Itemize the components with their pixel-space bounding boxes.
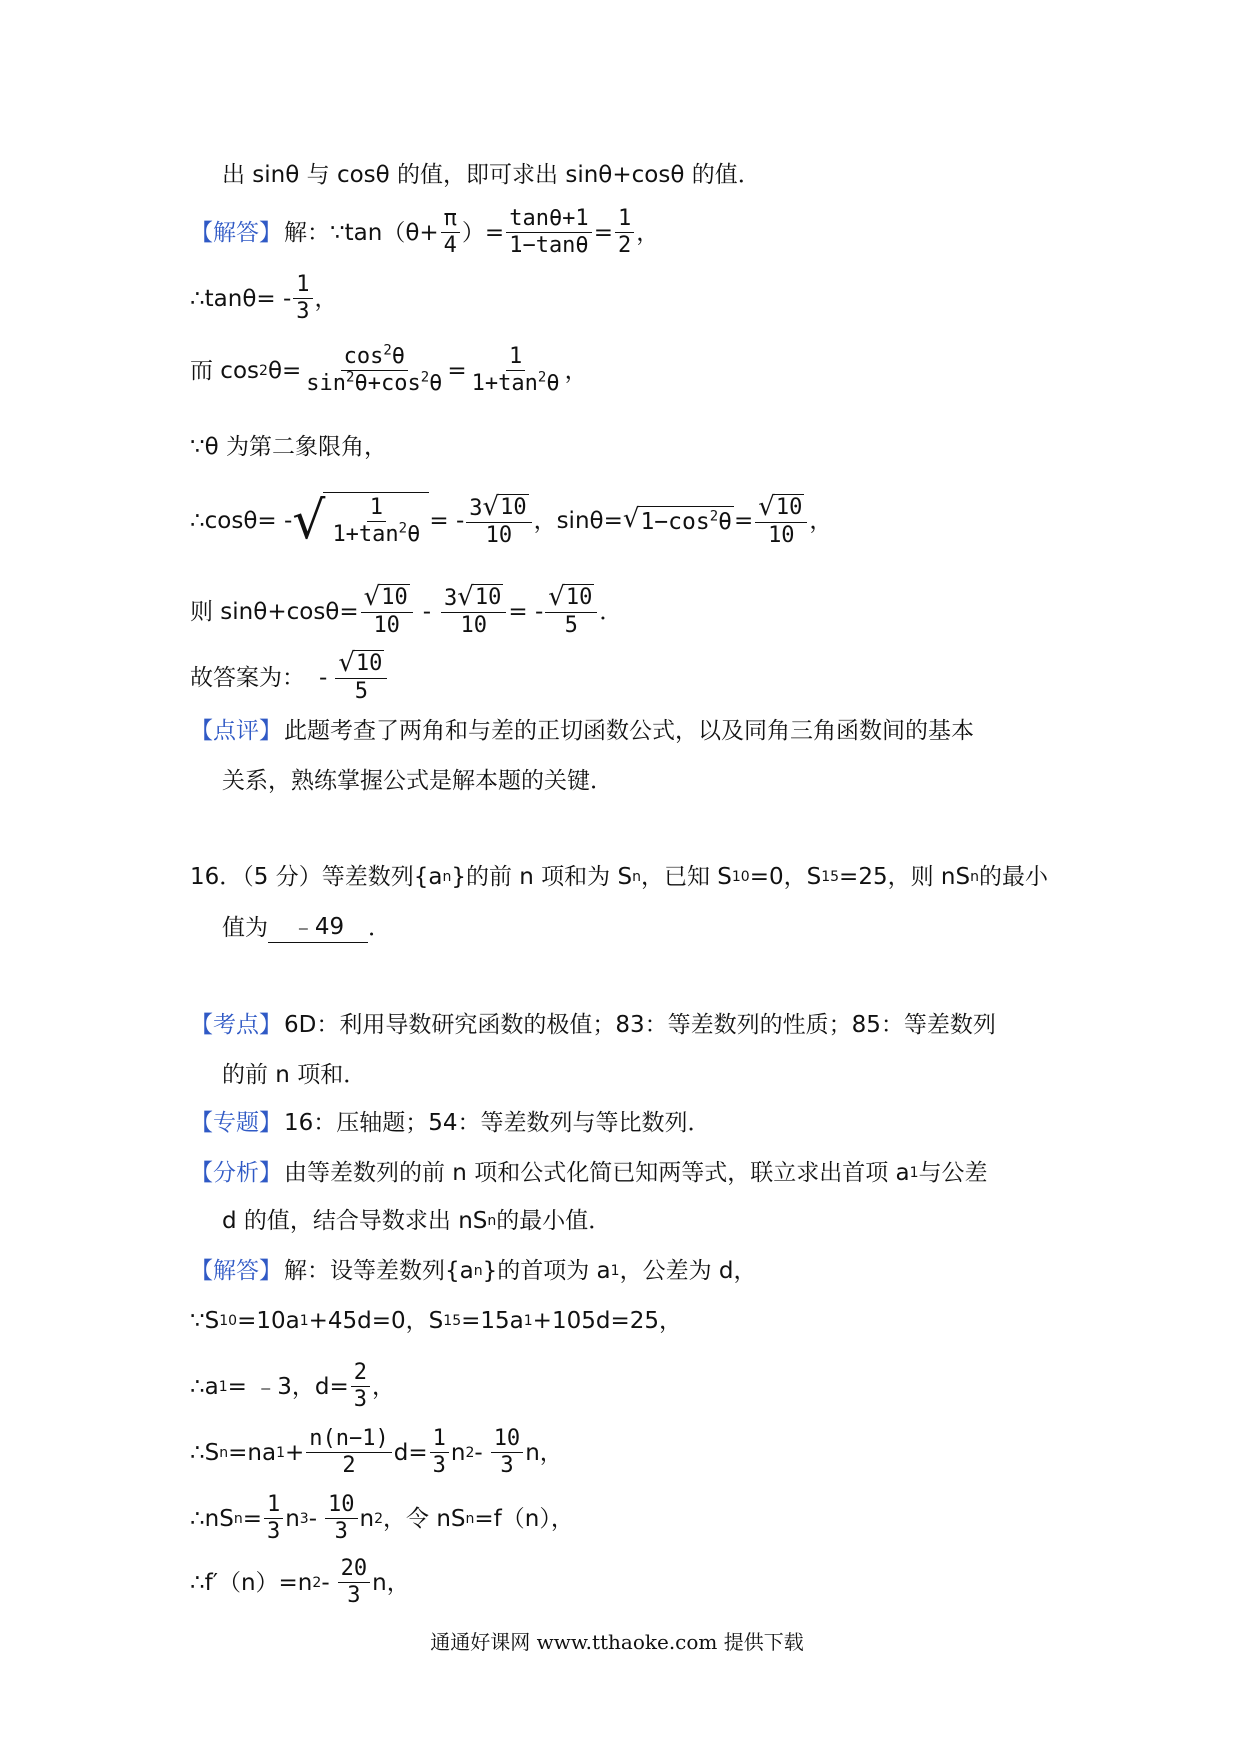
comment-line-1 xyxy=(190,716,974,746)
q16-2-end: ． xyxy=(368,914,391,941)
cos-frac-den xyxy=(303,371,445,397)
eq1-end: ， xyxy=(636,219,660,246)
step-3-line: ∴S n =na 1 + $\frac{n(n-1)}{2}$ d= $\frac{1}{3}$ n 2 - $\frac{10}{3}$ n， xyxy=(190,1426,563,1478)
cos-num-a: cos xyxy=(343,344,384,369)
l6-c-num xyxy=(545,584,597,613)
tan-frac-num: tanθ+1 xyxy=(506,206,591,233)
s4-c: n xyxy=(285,1505,300,1532)
kaodian-tag: 【考点】 xyxy=(190,1012,282,1038)
cos-value-rad: 10 xyxy=(500,494,527,520)
radical-icon: √ xyxy=(292,491,326,551)
jieda-line: 【解答】 解：设等差数列{a n }的首项为 a 1 ，公差为 d， xyxy=(190,1258,757,1284)
sqrt-inner-den-sup: 2 xyxy=(398,520,408,537)
cos-fraction xyxy=(303,344,445,397)
tan-frac-den: 1−tanθ xyxy=(509,233,589,258)
s4-d: n xyxy=(359,1505,375,1532)
d-den: 3 xyxy=(353,1387,367,1412)
third-fraction xyxy=(293,272,312,325)
cos-den-b-sup: 2 xyxy=(420,369,430,386)
s3-d: n xyxy=(450,1439,466,1466)
s4-frac1 xyxy=(264,1492,283,1545)
s5-frac xyxy=(338,1556,371,1609)
fenxi-1a: 由等差数列的前 n 项和公式化简已知两等式，联立求出首项 a xyxy=(284,1160,910,1186)
jieda-c: ，公差为 d， xyxy=(619,1258,757,1284)
cos-den-a: sin xyxy=(306,371,347,396)
l6-b-fraction xyxy=(441,584,506,639)
analysis-tail-text: 出 sinθ 与 cosθ 的值，即可求出 sinθ+cosθ 的值． xyxy=(222,162,761,188)
s1-a: ∵S xyxy=(190,1308,220,1334)
final-num xyxy=(335,650,387,679)
final-rad: 10 xyxy=(355,651,383,676)
l6-a-fraction xyxy=(361,584,413,639)
line3-start: 而 cos xyxy=(190,357,260,384)
s3-frac2 xyxy=(430,1426,449,1479)
pi-num: π xyxy=(441,206,460,233)
sqrt-inner-den xyxy=(329,522,423,548)
kaodian-line-1 xyxy=(190,1010,996,1040)
radical-icon: √ xyxy=(457,582,474,612)
tan-fraction xyxy=(506,206,591,259)
l6-b-den: 10 xyxy=(460,613,487,638)
half-num: 1 xyxy=(615,206,634,233)
answer-line-3: 而 cos 2 θ= $\frac{\cos^2\theta}{\sin^2\theta+\cos^2\theta}$ = $\frac{1}{1+\tan^2\theta}$ ， xyxy=(190,342,588,396)
sin-sqrt-b: θ xyxy=(718,508,732,535)
q16-2-a: 值为 xyxy=(222,914,268,941)
s3-minus: - xyxy=(474,1439,483,1466)
one-tan-den xyxy=(469,371,563,397)
radical-icon: √ xyxy=(363,582,381,612)
s5-a: ∴f′（n）=n xyxy=(190,1569,313,1596)
s2-b: = ﹣3，d= xyxy=(227,1373,349,1400)
s2-end: ， xyxy=(372,1373,395,1400)
question-16-line-1: 16．（5 分）等差数列{a n }的前 n 项和为 S n ，已知 S 10 =0，S 15 =25，则 nS n 的最小 xyxy=(190,864,1048,890)
radical-icon: √ xyxy=(338,648,355,678)
cos-frac-num xyxy=(341,344,408,371)
s4-frac1-num: 1 xyxy=(264,1492,283,1519)
half-den: 2 xyxy=(617,233,632,258)
s3-a: ∴S xyxy=(190,1439,220,1466)
cos-num-tail: θ xyxy=(391,344,406,369)
answer-blank: ﹣49 xyxy=(268,912,368,943)
kaodian-text-2: 的前 n 项和． xyxy=(222,1062,367,1088)
one-tan-den-sup: 2 xyxy=(537,369,547,386)
s3-frac3-num: 10 xyxy=(491,1426,524,1453)
cos-value-coef: 3 xyxy=(469,495,483,521)
line7-start: 故答案为： xyxy=(190,664,305,691)
jieda-b: }的首项为 a xyxy=(482,1258,611,1284)
sqrt-inner-den-b: θ xyxy=(407,522,421,547)
eq1-mid: ）= xyxy=(461,219,505,246)
one-tan-den-a: 1+tan xyxy=(471,371,538,396)
s3-frac1-den: 2 xyxy=(342,1453,356,1478)
kaodian-line-2 xyxy=(222,1060,366,1090)
jieda-tag: 【解答】 xyxy=(190,1258,282,1284)
s5-end: n， xyxy=(372,1569,410,1596)
l6-minus: - xyxy=(422,598,432,625)
s3-frac2-num: 1 xyxy=(430,1426,449,1453)
d-fraction xyxy=(351,1360,370,1413)
answer-line-5 xyxy=(190,492,832,550)
step-2-line: ∴a 1 = ﹣3，d= $\frac{2}{3}$ ， xyxy=(190,1360,395,1412)
s2-a: ∴a xyxy=(190,1373,219,1400)
s3-frac1-num: n(n−1) xyxy=(306,1426,391,1453)
kaodian-text-1: 6D：利用导数研究函数的极值；83：等差数列的性质；85：等差数列 xyxy=(284,1012,996,1038)
l6-a-den: 10 xyxy=(373,613,400,638)
page-footer: 通通好课网 www.tthaoke.com 提供下载 xyxy=(430,1630,804,1654)
sin-sqrt-a: 1−cos xyxy=(640,508,710,535)
answer-intro: 解：∵tan（θ+ xyxy=(284,219,439,246)
l6-c-fraction xyxy=(545,584,597,639)
s4-frac2 xyxy=(325,1492,358,1545)
radical-icon: √ xyxy=(482,491,500,522)
q16-a: 16．（5 分）等差数列{a xyxy=(190,864,443,890)
l6-end: ． xyxy=(599,598,623,625)
d-num: 2 xyxy=(351,1360,370,1387)
one-tan-num: 1 xyxy=(506,344,525,371)
s3-end: n， xyxy=(525,1439,563,1466)
line3-theta: θ= xyxy=(267,357,302,384)
sin-value-rad: 10 xyxy=(775,494,803,520)
cos-value-num xyxy=(466,491,531,523)
cos-den-c: θ xyxy=(429,371,443,396)
s3-frac3-den: 3 xyxy=(500,1453,514,1478)
l6-a-rad: 10 xyxy=(381,585,408,610)
line2-end: ， xyxy=(314,285,338,312)
line5-eq2: = xyxy=(734,508,754,534)
step-4-line: ∴nS n = $\frac{1}{3}$ n 3 - $\frac{10}{3}$ n 2 ，令 nS n =f（n）， xyxy=(190,1492,574,1544)
answer-line-7 xyxy=(190,650,389,705)
s4-b: = xyxy=(242,1505,262,1532)
jieda-a: 解：设等差数列{a xyxy=(284,1258,474,1284)
l6-a-num xyxy=(361,584,413,613)
pi-over-4-fraction xyxy=(441,206,460,259)
s4-frac2-num: 10 xyxy=(325,1492,358,1519)
cos-value-den: 10 xyxy=(485,522,513,548)
sin-value-fraction xyxy=(755,491,807,549)
sqrt-inner-den-a: 1+tan xyxy=(332,522,399,547)
sqrt-fraction xyxy=(292,492,429,550)
zhuanti-text: 16：压轴题；54：等差数列与等比数列． xyxy=(284,1110,711,1136)
q16-c: ，已知 S xyxy=(640,864,732,890)
radical-icon: √ xyxy=(622,503,640,534)
s3-frac2-den: 3 xyxy=(432,1453,446,1478)
cos-value-fraction xyxy=(466,491,531,549)
answer-line-6 xyxy=(190,584,622,639)
zhuanti-tag: 【专题】 xyxy=(190,1110,282,1136)
third-den: 3 xyxy=(296,299,310,324)
line7-minus: - xyxy=(319,664,328,691)
third-num: 1 xyxy=(293,272,312,299)
fenxi-2b: 的最小值． xyxy=(496,1208,612,1234)
s1-c: +45d=0，S xyxy=(308,1308,444,1334)
comment-text-2: 关系，熟练掌握公式是解本题的关键． xyxy=(222,768,613,794)
cos-den-b: θ+cos xyxy=(354,371,421,396)
line5-end: ， xyxy=(809,508,833,534)
final-den: 5 xyxy=(354,679,368,704)
sin-sqrt xyxy=(622,503,734,537)
cos-num-sup: 2 xyxy=(383,342,392,359)
s4-f: =f（n）， xyxy=(474,1505,574,1532)
sqrt-under xyxy=(323,492,429,550)
line3-end: ， xyxy=(564,357,588,384)
line2-start: ∴tanθ= - xyxy=(190,285,292,312)
s5-frac-num: 20 xyxy=(338,1556,371,1583)
line3-eq: = xyxy=(447,357,467,384)
s3-frac1 xyxy=(306,1426,391,1479)
fenxi-line-2: d 的值，结合导数求出 nS n 的最小值． xyxy=(222,1208,612,1234)
fenxi-tag: 【分析】 xyxy=(190,1160,282,1186)
l6-b-rad: 10 xyxy=(474,585,502,610)
cos-den-a-sup: 2 xyxy=(346,369,355,386)
sin-value-num xyxy=(755,491,807,523)
answer-line-2 xyxy=(190,272,338,325)
l6-c-rad: 10 xyxy=(565,585,593,610)
analysis-tail-line xyxy=(222,160,761,190)
sin-sqrt-under xyxy=(638,506,734,537)
l6-c-den: 5 xyxy=(564,613,578,638)
s1-b: =10a xyxy=(237,1308,300,1334)
s4-e: ，令 nS xyxy=(383,1505,466,1532)
l6-b-num xyxy=(441,584,506,613)
line4-text: ∵θ 为第二象限角， xyxy=(190,434,388,460)
q16-e: =25，则 nS xyxy=(839,864,971,890)
q16-d: =0，S xyxy=(749,864,822,890)
comment-text-1: 此题考查了两角和与差的正切函数公式，以及同角三角函数间的基本 xyxy=(284,718,974,744)
comment-tag: 【点评】 xyxy=(190,718,282,744)
s1-d: =15a xyxy=(461,1308,524,1334)
fenxi-2a: d 的值，结合导数求出 nS xyxy=(222,1208,488,1234)
radical-icon: √ xyxy=(758,491,775,522)
s5-frac-den: 3 xyxy=(347,1583,361,1608)
pi-den: 4 xyxy=(443,233,457,258)
s5-minus: - xyxy=(321,1569,330,1596)
line5-sin: ，sinθ= xyxy=(533,508,623,534)
fenxi-1b: 与公差 xyxy=(918,1160,988,1186)
question-16-line-2 xyxy=(222,912,391,943)
l6-b-coef: 3 xyxy=(444,586,458,611)
s3-b: =na xyxy=(228,1439,277,1466)
s3-c: d= xyxy=(393,1439,428,1466)
s3-frac3 xyxy=(491,1426,524,1479)
s4-frac2-den: 3 xyxy=(334,1519,348,1544)
line5-eq: = - xyxy=(429,508,465,534)
comment-line-2 xyxy=(222,766,613,796)
zhuanti-line xyxy=(190,1108,711,1138)
step-5-line: ∴f′（n）=n 2 - $\frac{20}{3}$ n， xyxy=(190,1556,410,1608)
s4-minus: - xyxy=(308,1505,318,1532)
line6-start: 则 sinθ+cosθ= xyxy=(190,598,359,625)
eq1-eq: = xyxy=(593,219,613,246)
final-fraction xyxy=(335,650,387,705)
one-tan-fraction xyxy=(469,344,563,397)
step-1-line: ∵S 10 =10a 1 +45d=0，S 15 =15a 1 +105d=25， xyxy=(190,1308,682,1334)
s4-frac1-den: 3 xyxy=(266,1519,281,1544)
fenxi-line-1: 【分析】 由等差数列的前 n 项和公式化简已知两等式，联立求出首项 a 1 与公差 xyxy=(190,1160,988,1186)
q16-b: }的前 n 项和为 S xyxy=(451,864,633,890)
s3-plus: + xyxy=(284,1439,305,1466)
line5-start: ∴cosθ= - xyxy=(190,508,293,534)
answer-line-1 xyxy=(190,206,659,259)
answer-tag: 【解答】 xyxy=(190,219,282,246)
q16-f: 的最小 xyxy=(978,864,1048,890)
sin-sqrt-sup: 2 xyxy=(709,507,719,524)
sin-value-den: 10 xyxy=(768,522,795,548)
sqrt-inner-num: 1 xyxy=(367,495,386,522)
one-tan-den-b: θ xyxy=(546,371,560,396)
answer-line-4 xyxy=(190,432,387,462)
l6-eq: = - xyxy=(508,598,544,625)
half-fraction xyxy=(615,206,634,259)
sqrt-inner-fraction xyxy=(329,495,423,548)
radical-icon: √ xyxy=(548,582,565,612)
s4-a: ∴nS xyxy=(190,1505,234,1532)
s1-e: +105d=25， xyxy=(532,1308,682,1334)
